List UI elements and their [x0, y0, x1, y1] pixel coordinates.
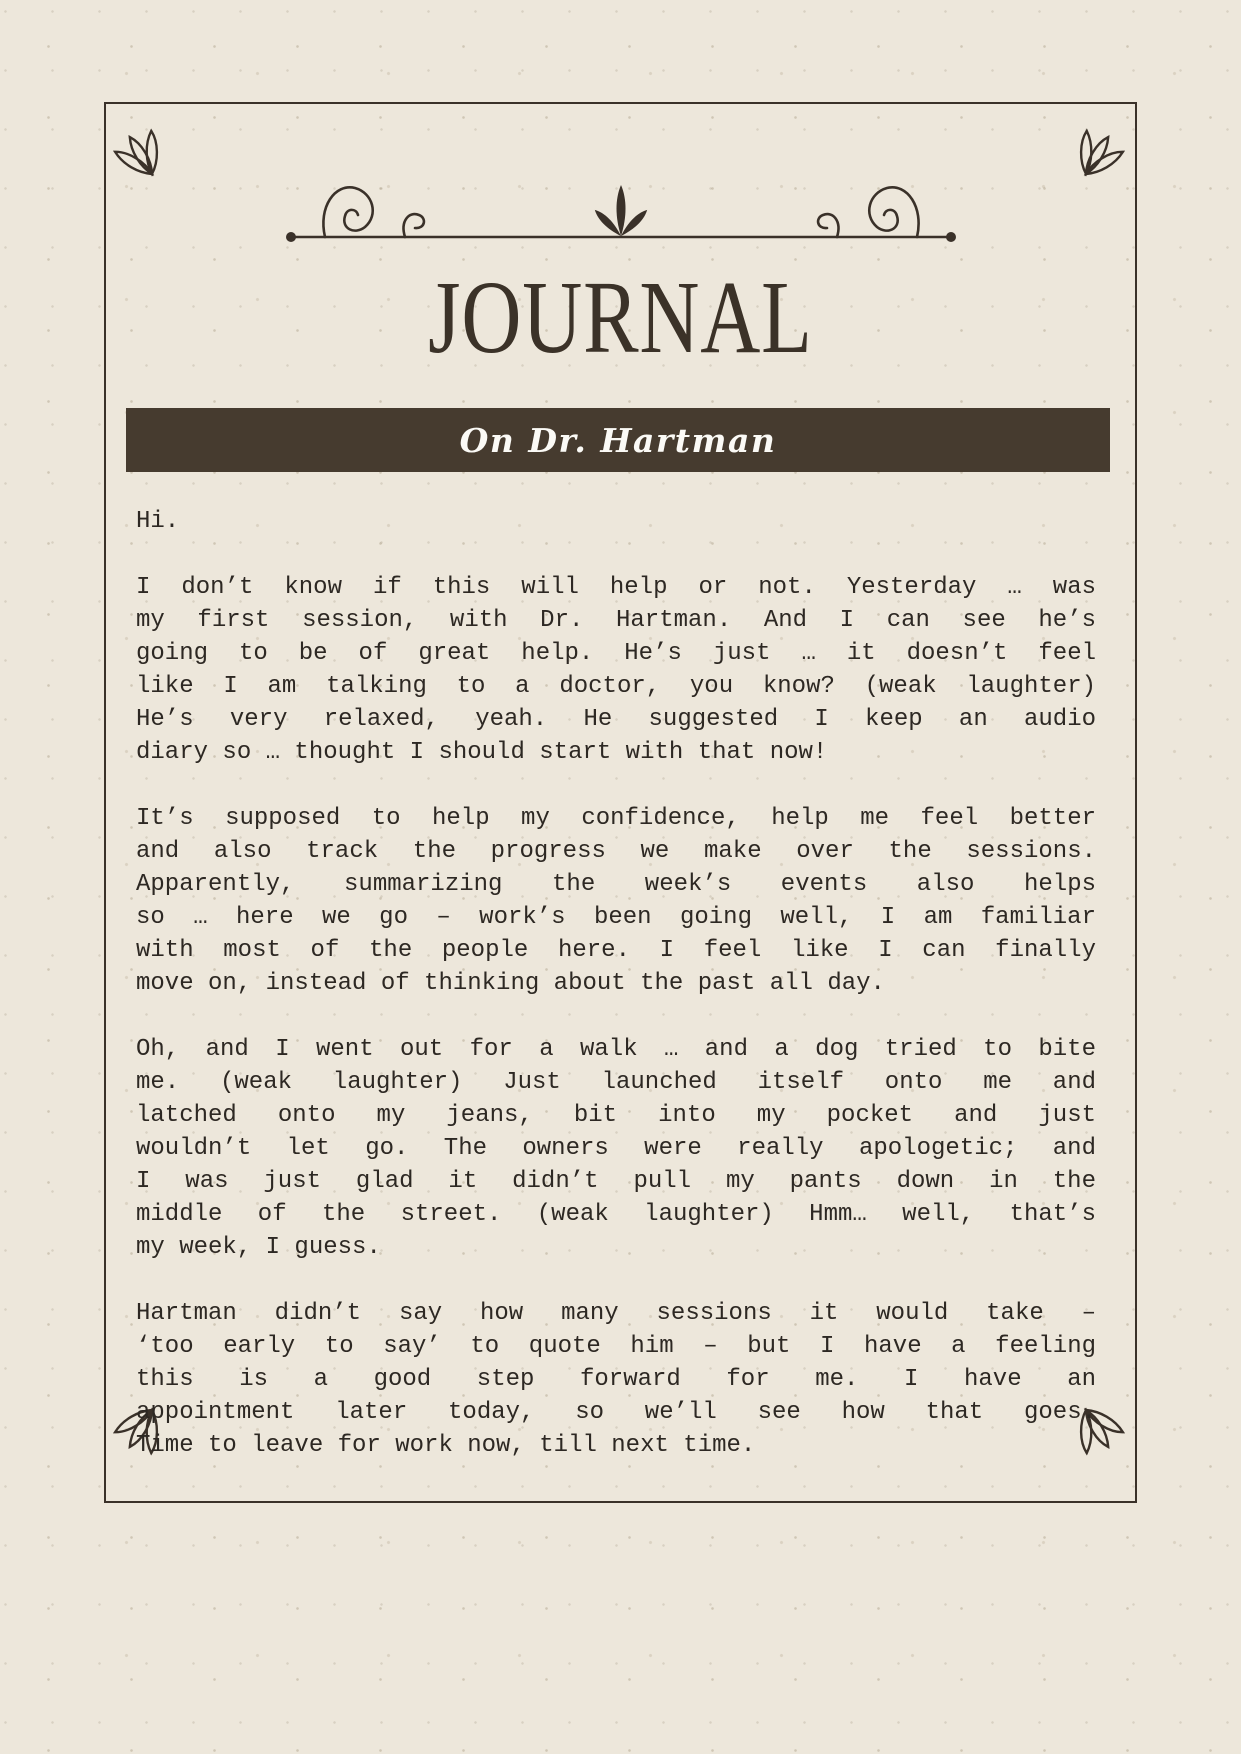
journal-line: going to be of great help. He’s just … it doesn’t feel: [136, 640, 1096, 667]
journal-line: Hartman didn’t say how many sessions it would take –: [136, 1300, 1096, 1327]
journal-paragraph: [136, 802, 1096, 1000]
journal-line: diary so … thought I should start with that now!: [136, 739, 828, 766]
corner-leaf-flourish-icon: [1074, 114, 1126, 180]
journal-line: Oh, and I went out for a walk … and a dog tried to bite: [136, 1036, 1096, 1063]
journal-line: Apparently, summarizing the week’s events also helps: [136, 871, 1096, 898]
journal-line: and also track the progress we make over the sessions.: [136, 838, 1096, 865]
journal-paragraph: [136, 505, 1096, 538]
journal-line: wouldn’t let go. The owners were really apologetic; and: [136, 1135, 1096, 1162]
journal-line: my first session, with Dr. Hartman. And I can see he’s: [136, 607, 1096, 634]
journal-line: I was just glad it didn’t pull my pants down in the: [136, 1168, 1096, 1195]
journal-line: latched onto my jeans, bit into my pocket and just: [136, 1102, 1096, 1129]
journal-line: Time to leave for work now, till next time.: [136, 1432, 756, 1459]
page-title: JOURNAL: [428, 260, 813, 375]
section-banner-label: On Dr. Hartman: [459, 420, 777, 460]
journal-line: I don’t know if this will help or not. Yesterday … was: [136, 574, 1096, 601]
journal-paragraph: [136, 1297, 1096, 1462]
journal-body: [136, 505, 1096, 1495]
journal-line: like I am talking to a doctor, you know? (weak laughter): [136, 673, 1096, 700]
journal-line: with most of the people here. I feel like I can finally: [136, 937, 1096, 964]
journal-line: so … here we go – work’s been going well, I am familiar: [136, 904, 1096, 931]
corner-leaf-flourish-icon: [112, 114, 164, 180]
journal-paragraph: [136, 1033, 1096, 1264]
journal-line: this is a good step forward for me. I have an: [136, 1366, 1096, 1393]
journal-line: middle of the street. (weak laughter) Hmm… well, that’s: [136, 1201, 1096, 1228]
journal-line: He’s very relaxed, yeah. He suggested I keep an audio: [136, 706, 1096, 733]
journal-line: move on, instead of thinking about the past all day.: [136, 970, 885, 997]
journal-line: my week, I guess.: [136, 1234, 381, 1261]
journal-line: me. (weak laughter) Just launched itself onto me and: [136, 1069, 1096, 1096]
swirl-divider-icon: [285, 159, 957, 256]
journal-line: Hi.: [136, 508, 180, 535]
journal-line: appointment later today, so we’ll see how that goes.: [136, 1399, 1096, 1426]
journal-line: It’s supposed to help my confidence, help me feel better: [136, 805, 1096, 832]
journal-paragraph: [136, 571, 1096, 769]
journal-line: ‘too early to say’ to quote him – but I have a feeling: [136, 1333, 1096, 1360]
section-banner: [126, 408, 1110, 472]
